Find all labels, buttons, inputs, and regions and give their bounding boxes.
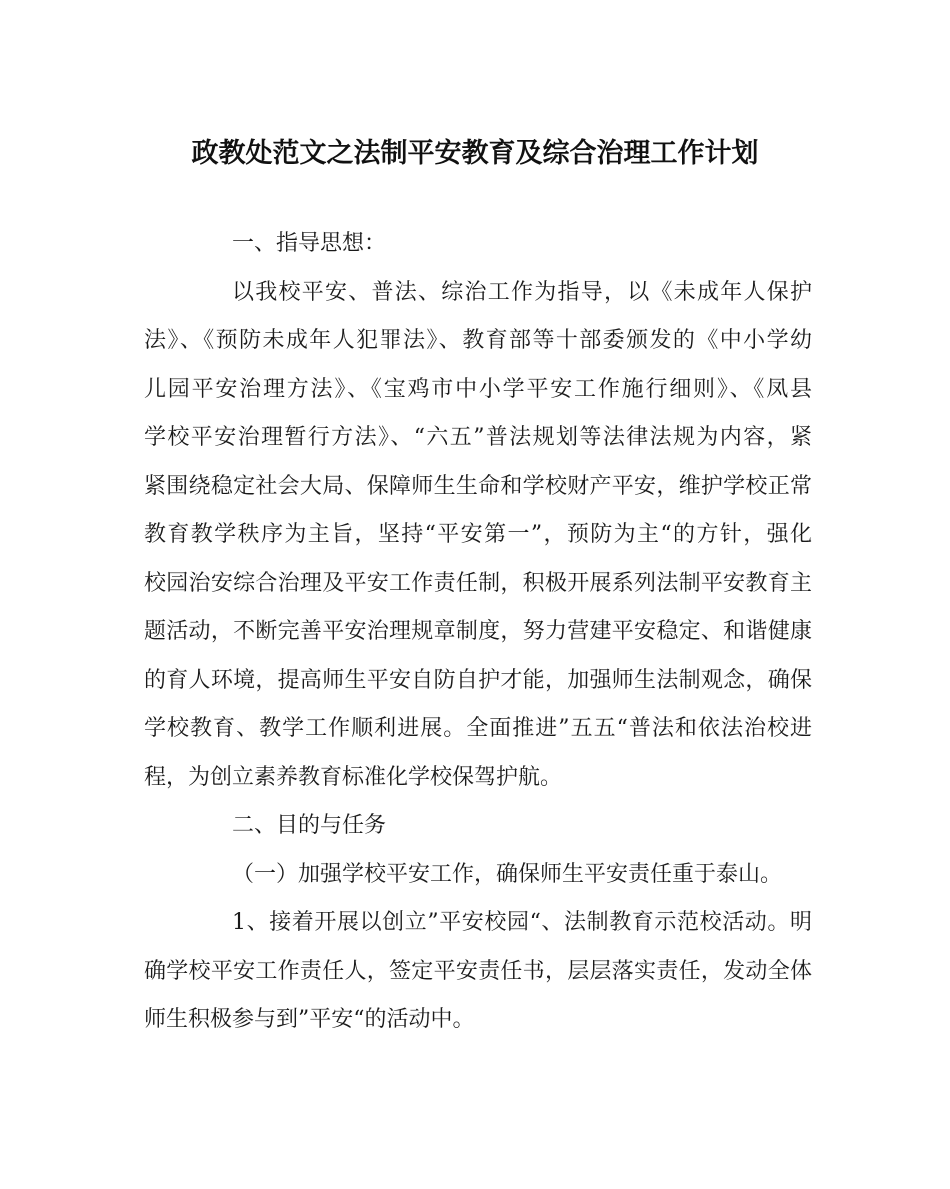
section2-subheading: （一）加强学校平安工作，确保师生平安责任重于泰山。 — [232, 861, 783, 887]
paragraph-line: 1、接着开展以创立”平安校园“、法制教育示范校活动。明 — [232, 910, 812, 935]
paragraph-line: 确学校平安工作责任人，签定平安责任书，层层落实责任，发动全体 — [144, 958, 812, 984]
paragraph-line: 学校教育、教学工作顺利进展。全面推进”五五“普法和依法治校进 — [144, 716, 812, 741]
paragraph-line: 儿园平安治理方法》、《宝鸡市中小学平安工作施行细则》、《凤县 — [144, 376, 812, 402]
section1-heading: 一、指导思想： — [232, 231, 387, 256]
paragraph-line: 以我校平安、普法、综治工作为指导，以《未成年人保护 — [232, 279, 812, 305]
paragraph-line: 学校平安治理暂行方法》、“六五”普法规划等法律法规为内容，紧 — [144, 425, 812, 450]
paragraph-line: 校园治安综合治理及平安工作责任制，积极开展系列法制平安教育主 — [144, 570, 812, 596]
paragraph-line: 教育教学秩序为主旨，坚持“平安第一”，预防为主“的方针，强化 — [144, 522, 812, 547]
paragraph-line: 师生积极参与到”平安“的活动中。 — [144, 1007, 475, 1032]
paragraph-line: 题活动，不断完善平安治理规章制度，努力营建平安稳定、和谐健康 — [144, 619, 812, 644]
paragraph-line: 紧围绕稳定社会大局、保障师生生命和学校财产平安，维护学校正常 — [144, 473, 812, 499]
section2-heading: 二、目的与任务 — [232, 813, 387, 838]
paragraph-line: 的育人环境，提高师生平安自防自护才能，加强师生法制观念，确保 — [144, 667, 812, 693]
paragraph-line: 法》、《预防未成年人犯罪法》、教育部等十部委颁发的《中小学幼 — [144, 328, 812, 353]
document-body — [144, 220, 812, 1045]
paragraph-line: 程，为创立素养教育标准化学校保驾护航。 — [144, 764, 563, 790]
document-title: 政教处范文之法制平安教育及综合治理工作计划 — [191, 138, 759, 169]
